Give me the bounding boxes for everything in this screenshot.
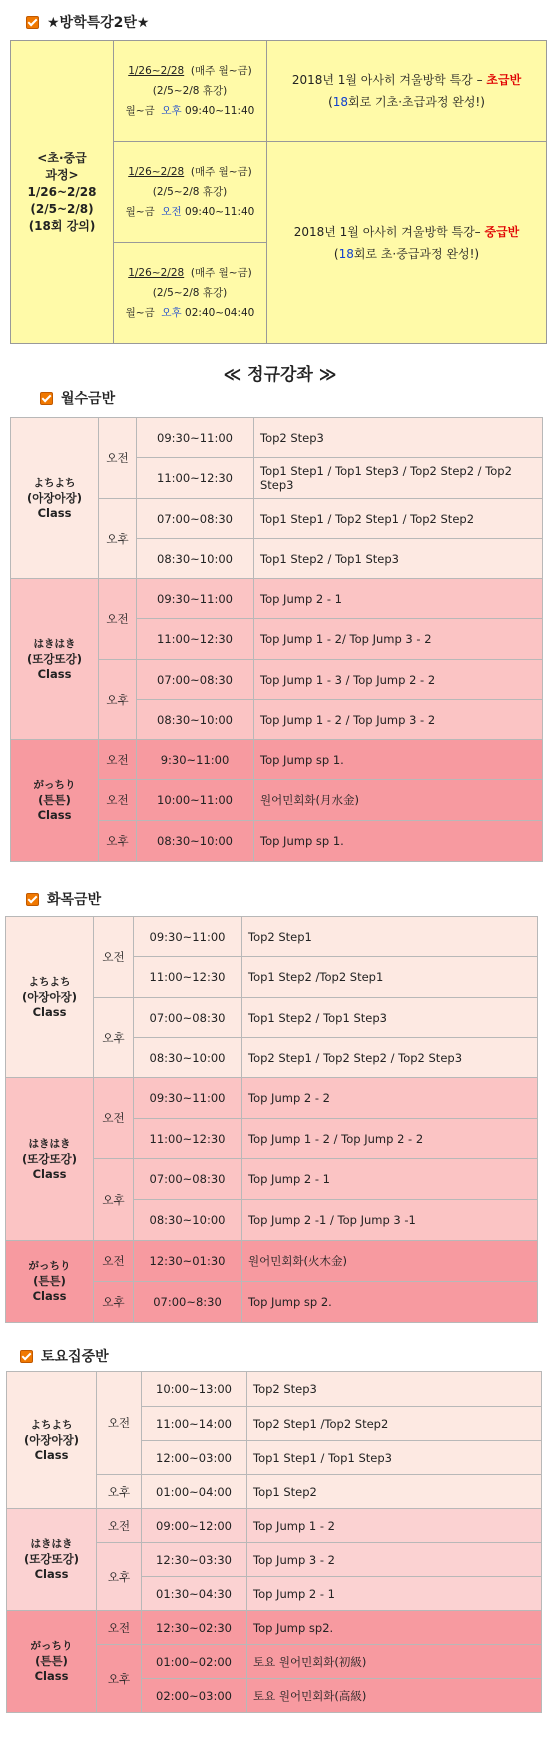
class-en: Class bbox=[34, 1567, 69, 1581]
slot-ampm: 오후 bbox=[161, 307, 182, 319]
time-cell: 08:30~10:00 bbox=[137, 700, 254, 740]
slot-holiday: (2/5~2/8 휴강) bbox=[152, 287, 228, 299]
time-cell: 08:30~10:00 bbox=[137, 821, 254, 862]
course-cell: Top Jump 2 -1 / Top Jump 3 -1 bbox=[242, 1200, 538, 1241]
course-cell: Top Jump 1 - 2 / Top Jump 3 - 2 bbox=[254, 700, 543, 740]
course-cell: Top1 Step2 /Top2 Step1 bbox=[242, 957, 538, 998]
course-cell: Top Jump sp 2. bbox=[242, 1282, 538, 1323]
time-cell: 07:00~08:30 bbox=[137, 499, 254, 539]
class-en: Class bbox=[32, 1004, 67, 1019]
time-cell: 9:30~11:00 bbox=[137, 740, 254, 780]
group-line: (18회 강의) bbox=[28, 218, 96, 233]
slot-period: 1/26~2/28 bbox=[128, 267, 185, 279]
special-desc-1 bbox=[267, 41, 547, 142]
class-kana: よちよち bbox=[30, 1418, 73, 1431]
ampm-cell: 오전 bbox=[99, 579, 137, 660]
ampm-cell: 오후 bbox=[97, 1645, 142, 1713]
course-cell: Top2 Step1 bbox=[242, 917, 538, 957]
class-kor: (튼튼) bbox=[33, 1274, 66, 1288]
course-cell: Top1 Step1 / Top2 Step1 / Top2 Step2 bbox=[254, 499, 543, 539]
time-cell: 12:00~03:00 bbox=[142, 1441, 247, 1475]
course-cell: 원어민회화(月水金) bbox=[254, 780, 543, 821]
time-cell: 10:00~13:00 bbox=[142, 1372, 247, 1407]
time-cell: 09:30~11:00 bbox=[137, 579, 254, 619]
mwf-gachi-class bbox=[11, 740, 99, 862]
special-slot-3 bbox=[114, 243, 267, 344]
class-kana: よちよち bbox=[33, 476, 76, 489]
class-kor: (아장아장) bbox=[24, 1432, 79, 1447]
tt-table bbox=[5, 916, 538, 1323]
checkbox-icon bbox=[40, 392, 53, 405]
desc-sub: 회로 기초·초급과정 완성!) bbox=[348, 95, 485, 109]
time-cell: 09:00~12:00 bbox=[142, 1509, 247, 1543]
class-en: Class bbox=[34, 1669, 69, 1683]
ampm-cell: 오후 bbox=[99, 821, 137, 862]
slot-time: 02:40~04:40 bbox=[185, 307, 255, 319]
desc-main: 2018년 1월 아사히 겨울방학 특강– bbox=[293, 224, 485, 239]
class-en: Class bbox=[37, 666, 72, 681]
time-cell: 08:30~10:00 bbox=[137, 539, 254, 579]
class-kana: はきはき bbox=[30, 1538, 73, 1550]
group-line: (2/5~2/8) bbox=[30, 201, 94, 216]
tt-gachi-class bbox=[6, 1241, 94, 1323]
class-kor: (또강또강) bbox=[27, 651, 82, 666]
class-en: Class bbox=[37, 505, 72, 520]
slot-period: 1/26~2/28 bbox=[128, 65, 185, 77]
slot-days: 월~금 bbox=[125, 206, 155, 218]
time-cell: 02:00~03:00 bbox=[142, 1679, 247, 1713]
ampm-cell: 오후 bbox=[94, 1159, 134, 1241]
course-cell: 토요 원어민회화(初級) bbox=[247, 1645, 542, 1679]
time-cell: 01:30~04:30 bbox=[142, 1577, 247, 1611]
desc-main: 2018년 1월 아사히 겨울방학 특강 – bbox=[291, 73, 487, 87]
ampm-cell: 오전 bbox=[99, 780, 137, 821]
desc-paren: ( bbox=[333, 246, 339, 261]
class-kana: がっちり bbox=[28, 1260, 71, 1272]
desc-paren: ( bbox=[328, 95, 333, 109]
course-cell: Top Jump sp 1. bbox=[254, 740, 543, 780]
sat-header bbox=[20, 1346, 109, 1366]
course-cell: Top2 Step1 / Top2 Step2 / Top2 Step3 bbox=[242, 1038, 538, 1078]
time-cell: 07:00~08:30 bbox=[137, 660, 254, 700]
checkbox-icon bbox=[20, 1350, 33, 1363]
time-cell: 11:00~12:30 bbox=[134, 957, 242, 998]
slot-holiday: (2/5~2/8 휴강) bbox=[152, 85, 228, 97]
ampm-cell: 오후 bbox=[99, 499, 137, 579]
ampm-cell: 오후 bbox=[97, 1475, 142, 1509]
sat-gachi-class bbox=[7, 1611, 97, 1713]
ampm-cell: 오후 bbox=[94, 1282, 134, 1323]
course-cell: Top2 Step3 bbox=[254, 418, 543, 458]
course-cell: 토요 원어민회화(高級) bbox=[247, 1679, 542, 1713]
slot-days: 월~금 bbox=[125, 307, 155, 319]
ampm-cell: 오전 bbox=[94, 917, 134, 998]
course-cell: Top2 Step3 bbox=[247, 1372, 542, 1407]
slot-holiday: (2/5~2/8 휴강) bbox=[152, 186, 228, 198]
mwf-table bbox=[10, 417, 543, 862]
time-cell: 12:30~02:30 bbox=[142, 1611, 247, 1645]
time-cell: 07:00~8:30 bbox=[134, 1282, 242, 1323]
class-kor: (아장아장) bbox=[27, 490, 82, 505]
course-cell: Top1 Step2 / Top1 Step3 bbox=[242, 998, 538, 1038]
class-kana: はきはき bbox=[28, 1137, 71, 1150]
slot-note: (매주 월~금) bbox=[190, 65, 252, 77]
course-cell: Top Jump 1 - 2 / Top Jump 2 - 2 bbox=[242, 1119, 538, 1159]
time-cell: 11:00~12:30 bbox=[137, 619, 254, 660]
class-kor: (또강또강) bbox=[22, 1151, 77, 1166]
special-slot-1 bbox=[114, 41, 267, 142]
mwf-title: 월수금반 bbox=[61, 391, 116, 407]
class-kana: はきはき bbox=[33, 637, 76, 650]
time-cell: 08:30~10:00 bbox=[134, 1038, 242, 1078]
time-cell: 01:00~02:00 bbox=[142, 1645, 247, 1679]
time-cell: 11:00~12:30 bbox=[134, 1119, 242, 1159]
mwf-header bbox=[40, 388, 115, 408]
slot-note: (매주 월~금) bbox=[190, 166, 252, 178]
slot-days: 월~금 bbox=[125, 105, 155, 117]
desc-count: 18 bbox=[332, 95, 349, 109]
time-cell: 12:30~03:30 bbox=[142, 1543, 247, 1577]
course-cell: Top Jump 1 - 2 bbox=[247, 1509, 542, 1543]
time-cell: 09:30~11:00 bbox=[134, 1078, 242, 1119]
course-cell: Top2 Step1 /Top2 Step2 bbox=[247, 1407, 542, 1441]
mwf-haki-class bbox=[11, 579, 99, 740]
slot-ampm: 오후 bbox=[161, 105, 182, 117]
class-kana: よちよち bbox=[28, 975, 71, 988]
sat-yochi-class bbox=[7, 1372, 97, 1509]
time-cell: 11:00~14:00 bbox=[142, 1407, 247, 1441]
course-cell: Top Jump 2 - 1 bbox=[242, 1159, 538, 1200]
course-cell: Top1 Step1 / Top1 Step3 bbox=[247, 1441, 542, 1475]
class-en: Class bbox=[32, 1289, 67, 1303]
tt-haki-class bbox=[6, 1078, 94, 1241]
class-kor: (아장아장) bbox=[22, 989, 77, 1004]
time-cell: 11:00~12:30 bbox=[137, 458, 254, 499]
ampm-cell: 오후 bbox=[97, 1543, 142, 1611]
course-cell: 원어민회화(火木金) bbox=[242, 1241, 538, 1282]
slot-ampm: 오전 bbox=[161, 206, 182, 218]
course-cell: Top Jump 3 - 2 bbox=[247, 1543, 542, 1577]
class-en: Class bbox=[37, 808, 72, 822]
special-title: ★방학특강2탄★ bbox=[47, 15, 150, 31]
course-cell: Top Jump 2 - 1 bbox=[254, 579, 543, 619]
mwf-yochi-class bbox=[11, 418, 99, 579]
ampm-cell: 오전 bbox=[97, 1372, 142, 1475]
time-cell: 01:00~04:00 bbox=[142, 1475, 247, 1509]
course-cell: Top Jump sp 1. bbox=[254, 821, 543, 862]
sat-table bbox=[6, 1371, 542, 1713]
class-kor: (튼튼) bbox=[38, 793, 71, 807]
special-table bbox=[10, 40, 547, 344]
tt-header bbox=[26, 889, 101, 909]
class-kor: (튼튼) bbox=[35, 1654, 68, 1668]
special-group-cell bbox=[11, 41, 114, 344]
class-kana: がっちり bbox=[33, 779, 76, 791]
sat-haki-class bbox=[7, 1509, 97, 1611]
ampm-cell: 오전 bbox=[94, 1078, 134, 1159]
course-cell: Top1 Step2 bbox=[247, 1475, 542, 1509]
group-line: <초·중급 bbox=[37, 150, 87, 165]
course-cell: Top1 Step2 / Top1 Step3 bbox=[254, 539, 543, 579]
special-desc-2 bbox=[267, 142, 547, 344]
ampm-cell: 오후 bbox=[94, 998, 134, 1078]
ampm-cell: 오전 bbox=[99, 740, 137, 780]
group-line: 과정> bbox=[45, 167, 79, 182]
ampm-cell: 오전 bbox=[97, 1509, 142, 1543]
ampm-cell: 오전 bbox=[97, 1611, 142, 1645]
special-slot-2 bbox=[114, 142, 267, 243]
checkbox-icon bbox=[26, 893, 39, 906]
special-header bbox=[26, 12, 149, 32]
ampm-cell: 오전 bbox=[94, 1241, 134, 1282]
desc-sub: 회로 초·중급과정 완성!) bbox=[353, 246, 480, 261]
tt-title: 화목금반 bbox=[47, 892, 102, 908]
time-cell: 09:30~11:00 bbox=[134, 917, 242, 957]
tt-yochi-class bbox=[6, 917, 94, 1078]
course-cell: Top1 Step1 / Top1 Step3 / Top2 Step2 / Top2 Step3 bbox=[254, 458, 543, 499]
ampm-cell: 오전 bbox=[99, 418, 137, 499]
slot-time: 09:40~11:40 bbox=[185, 206, 255, 218]
time-cell: 12:30~01:30 bbox=[134, 1241, 242, 1282]
time-cell: 07:00~08:30 bbox=[134, 998, 242, 1038]
desc-level: 중급반 bbox=[484, 224, 520, 239]
desc-level: 초급반 bbox=[486, 73, 522, 87]
class-kana: がっちり bbox=[30, 1640, 73, 1652]
slot-note: (매주 월~금) bbox=[190, 267, 252, 279]
time-cell: 08:30~10:00 bbox=[134, 1200, 242, 1241]
group-line: 1/26~2/28 bbox=[27, 184, 97, 199]
class-kor: (또강또강) bbox=[24, 1552, 79, 1566]
time-cell: 09:30~11:00 bbox=[137, 418, 254, 458]
sat-title: 토요집중반 bbox=[41, 1349, 109, 1365]
desc-count: 18 bbox=[338, 246, 354, 261]
course-cell: Top Jump 1 - 2/ Top Jump 3 - 2 bbox=[254, 619, 543, 660]
course-cell: Top Jump 1 - 3 / Top Jump 2 - 2 bbox=[254, 660, 543, 700]
slot-time: 09:40~11:40 bbox=[185, 105, 255, 117]
time-cell: 07:00~08:30 bbox=[134, 1159, 242, 1200]
class-en: Class bbox=[34, 1447, 69, 1462]
course-cell: Top Jump sp2. bbox=[247, 1611, 542, 1645]
regular-title: ≪ 정규강좌 ≫ bbox=[223, 365, 337, 385]
slot-period: 1/26~2/28 bbox=[128, 166, 185, 178]
time-cell: 10:00~11:00 bbox=[137, 780, 254, 821]
class-en: Class bbox=[32, 1166, 67, 1181]
ampm-cell: 오후 bbox=[99, 660, 137, 740]
checkbox-icon bbox=[26, 16, 39, 29]
course-cell: Top Jump 2 - 2 bbox=[242, 1078, 538, 1119]
course-cell: Top Jump 2 - 1 bbox=[247, 1577, 542, 1611]
